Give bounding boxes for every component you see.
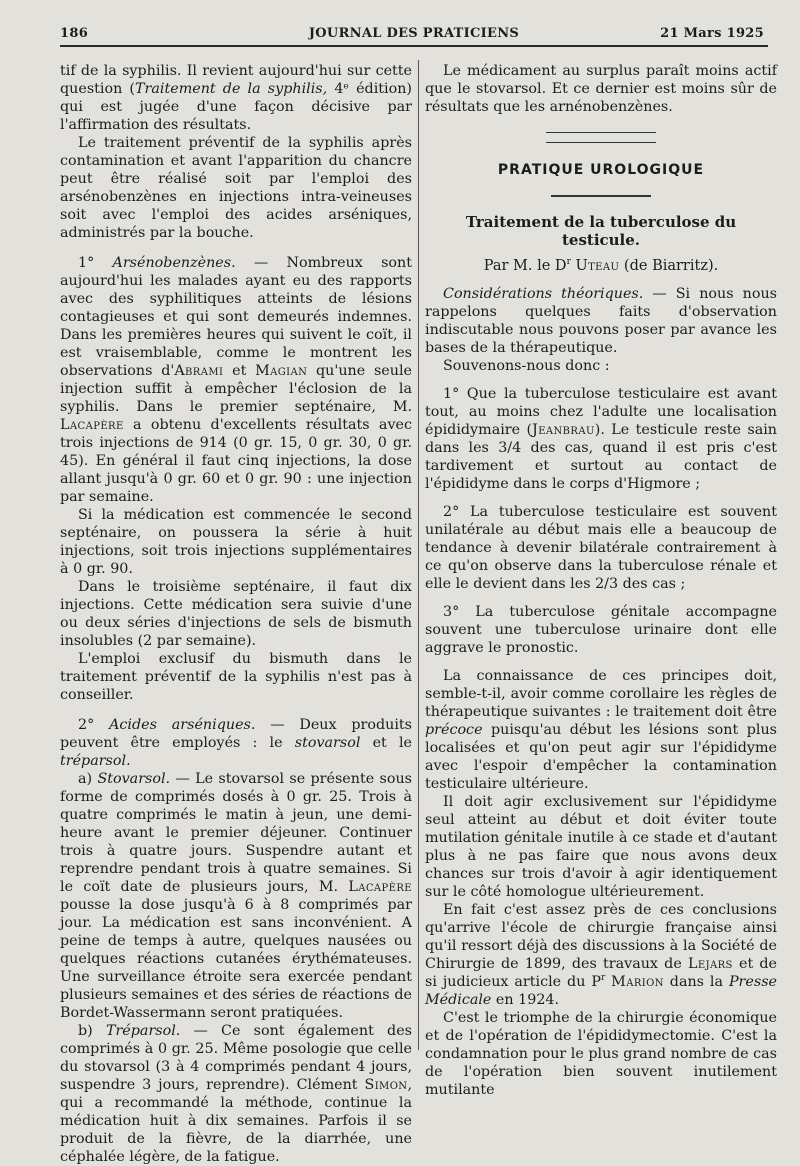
right-column — [425, 62, 777, 1099]
paragraph: 2° Acides arséniques. — Deux produits peuvent être employés : le stovarsol et le tréparsol. — [60, 717, 413, 769]
page-number: 186 — [60, 26, 89, 41]
paragraph: Considérations théoriques. — Si nous nous rappelons quelques faits d'observation indiscutable nous pouvons poser par avance les bases de la thérapeutique. — [425, 286, 777, 356]
paragraph: b) Tréparsol. — Ce sont également des comprimés à 0 gr. 25. Même posologie que celle du stovarsol (3 à 4 comprimés pendant 4 jours, suspendre 3 jours, reprendre). Clément Simon, qui a recommandé la méthode, continue la médication huit à dix semaines. Parfois il se produit de la fièvre, de la diarrhée, une céphalée légère, de la fatigue. — [60, 1023, 412, 1165]
paragraph: tif de la syphilis. Il revient aujourd'hui sur cette question (Traitement de la syphilis, 4ᵉ édition) qui est jugée d'une façon décisive par l'affirmation des résultats. — [60, 63, 412, 133]
paragraph: 1° Arsénobenzènes. — Nombreux sont aujourd'hui les malades ayant eu des rapports avec des syphilitiques atteints de lésions contagieuses et qui sont demeurés indemnes. Dans les premières heures qui suivent le coït, il est vraisemblable, comme le montrent les observations d'Abrami et Magian qu'une seule injection suffit à empêcher l'éclosion de la syphilis. Dans le premier septénaire, M. Lacapère a obtenu d'excellents résultats avec trois injections de 914 (0 gr. 15, 0 gr. 30, 0 gr. 45). En général il faut cinq injections, la dose allant jusqu'à 0 gr. 60 et 0 gr. 90 : une injection par semaine. — [60, 255, 413, 505]
section-title: PRATIQUE UROLOGIQUE — [497, 162, 705, 178]
paragraph: Le traitement préventif de la syphilis après contamination et avant l'apparition du chancre peut être réalisé soit par l'emploi des arsénobenzènes en injections intra-veineuses soit avec l'emploi des acides arséniques, administrés par la bouche. — [60, 135, 412, 241]
article-author: Par M. le $D^r$ Uteau (de Biarritz). — [483, 257, 719, 274]
paragraph: La connaissance de ces principes doit, semble-t-il, avoir comme corollaire les règles de thérapeutique suivantes : le traitement doit être précoce puisqu'au début les lésions sont plus localisées et qu'on peut agir sur l'épididyme avec l'espoir d'empêcher la contamination testiculaire ultérieure. — [425, 668, 777, 792]
paragraph: 2° La tuberculose testiculaire est souvent unilatérale au début mais elle a beaucoup de tendance à devenir bilatérale contrairement à ce qu'on observe dans la tuberculose rénale et elle le devient dans les 2/3 des cas ; — [425, 504, 777, 592]
left-column — [60, 62, 412, 1166]
paragraph: Si la médication est commencée le second septénaire, on poussera la série à huit injections, soit trois injections supplémentaires à 0 gr. 90. — [60, 507, 412, 577]
paragraph: C'est le triomphe de la chirurgie économique et de l'opération de l'épididymectomie. C'est la condamnation pour le plus grand nombre de cas de l'opération bien souvent inutilement mutilante — [425, 1010, 778, 1098]
header-rule — [60, 45, 768, 47]
journal-title: JOURNAL DES PRATICIENS — [308, 26, 520, 41]
paragraph: Souvenons-nous donc : — [443, 358, 610, 374]
page-header — [60, 22, 768, 46]
paragraph: En fait c'est assez près de ces conclusions qu'arrive l'école de chirurgie française ainsi qu'il ressort déjà des discussions à la Société de Chirurgie de 1899, des travaux de Lejars et de si judicieux article du $P^r$ Marion dans la Presse Médicale en 1924. — [425, 902, 777, 1008]
article-title: Traitement de la tuberculose du testicule. — [465, 213, 737, 249]
ornamental-rule — [546, 132, 656, 143]
issue-date: 21 Mars 1925 — [660, 26, 764, 41]
paragraph: a) Stovarsol. — Le stovarsol se présente sous forme de comprimés dosés à 0 gr. 25. Trois à quatre comprimés le matin à jeun, une demi-heure avant le premier déjeuner. Continuer trois à quatre jours. Suspendre autant et reprendre pendant trois à quatre semaines. Si le coït date de plusieurs jours, M. Lacapère pousse la dose jusqu'à 6 à 8 comprimés par jour. La médication est sans inconvénient. A peine de temps à autre, quelques nausées ou quelques réactions cutanées érythémateuses. Une surveillance étroite sera exercée pendant plusieurs semaines et des séries de réactions de Bordet-Wassermann seront pratiquées. — [60, 771, 412, 1021]
paragraph: 1° Que la tuberculose testiculaire est avant tout, au moins chez l'adulte une localisation épididymaire (Jeanbrau). Le testicule reste sain dans les 3/4 des cas, quand il est pris c'est tardivement et surtout au contact de l'épididyme dans le corps d'Higmore ; — [425, 386, 778, 492]
paragraph: Dans le troisième septénaire, il faut dix injections. Cette médication sera suivie d'une ou deux séries d'injections de sels de bismuth insolubles (2 par semaine). — [60, 579, 412, 649]
paragraph: L'emploi exclusif du bismuth dans le traitement préventif de la syphilis n'est pas à conseiller. — [60, 651, 412, 703]
section-rule — [551, 195, 651, 197]
paragraph: 3° La tuberculose génitale accompagne souvent une tuberculose urinaire dont elle aggrave le pronostic. — [425, 604, 777, 656]
paragraph: Il doit agir exclusivement sur l'épididyme seul atteint au début et doit éviter toute mutilation génitale inutile à ce stade et d'autant plus à ne pas faire que nous avons deux chances sur trois d'avoir à agir identiquement sur le côté homologue ultérieurement. — [425, 794, 777, 900]
paragraph: Le médicament au surplus paraît moins actif que le stovarsol. Et ce dernier est moins sûr de résultats que les arnénobenzènes. — [425, 63, 777, 115]
column-divider — [418, 60, 419, 1050]
